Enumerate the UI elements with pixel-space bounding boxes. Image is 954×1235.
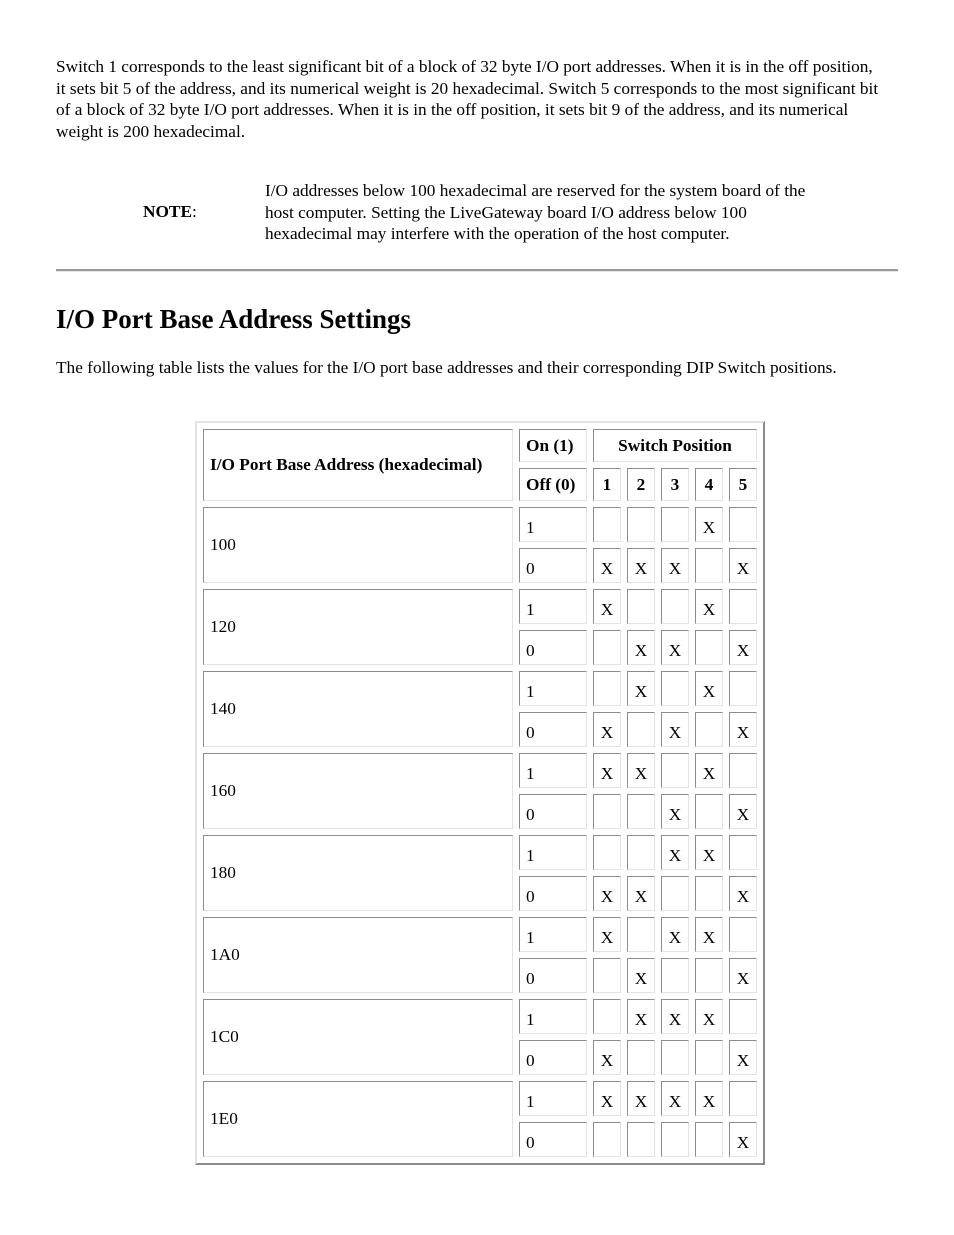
switch-3-on-cell: X: [661, 999, 689, 1034]
switch-1-off-cell: X: [593, 548, 621, 583]
switch-3-on-cell: X: [661, 917, 689, 952]
section-heading: I/O Port Base Address Settings: [56, 304, 412, 334]
table-row: [203, 917, 757, 952]
switch-2-on-cell: X: [627, 753, 655, 788]
switch-5-off-cell: X: [729, 876, 757, 911]
switch-4-off-cell: [695, 712, 723, 747]
header-address: I/O Port Base Address (hexadecimal): [203, 429, 513, 501]
table-row: [203, 589, 757, 624]
switch-2-on-cell: X: [627, 999, 655, 1034]
horizontal-rule: [56, 269, 898, 272]
note-label-colon: :: [191, 202, 197, 221]
switch-1-on-cell: X: [593, 1081, 621, 1116]
switch-1-off-cell: [593, 958, 621, 993]
switch-5-off-cell: X: [729, 1122, 757, 1157]
switch-4-off-cell: [695, 630, 723, 665]
switch-1-off-cell: X: [593, 876, 621, 911]
on-label-cell: 1: [519, 507, 587, 542]
table-body: [203, 507, 757, 1157]
off-label-cell: 0: [519, 712, 587, 747]
switch-1-off-cell: [593, 794, 621, 829]
off-label-cell: 0: [519, 876, 587, 911]
switch-4-off-cell: [695, 548, 723, 583]
switch-5-off-cell: X: [729, 958, 757, 993]
off-label-cell: 0: [519, 548, 587, 583]
table-row: [203, 999, 757, 1034]
table-row: [203, 671, 757, 706]
switch-2-off-cell: [627, 712, 655, 747]
switch-3-off-cell: X: [661, 548, 689, 583]
off-label-cell: 0: [519, 1040, 587, 1075]
note-label-text: NOTE: [143, 202, 192, 221]
note-text: I/O addresses below 100 hexadecimal are reserved for the system board of the host computer. Setting the LiveGateway board I/O address below 100 hexadecimal may interfere with the operation of the host computer.: [265, 181, 806, 243]
switch-4-off-cell: [695, 794, 723, 829]
address-cell: 1A0: [203, 917, 513, 993]
on-label-cell: 1: [519, 835, 587, 870]
table-row: [203, 753, 757, 788]
switch-2-off-cell: [627, 1040, 655, 1075]
on-label-cell: 1: [519, 753, 587, 788]
switch-3-on-cell: [661, 589, 689, 624]
header-switch-5: 5: [729, 468, 757, 501]
switch-2-on-cell: [627, 835, 655, 870]
switch-3-on-cell: X: [661, 835, 689, 870]
address-cell: 160: [203, 753, 513, 829]
address-cell: 100: [203, 507, 513, 583]
on-label-cell: 1: [519, 999, 587, 1034]
table-row: [203, 507, 757, 542]
on-label-cell: 1: [519, 589, 587, 624]
switch-4-on-cell: X: [695, 835, 723, 870]
off-label-cell: 0: [519, 1122, 587, 1157]
address-cell: 1E0: [203, 1081, 513, 1157]
switch-4-on-cell: X: [695, 999, 723, 1034]
switch-3-off-cell: [661, 1122, 689, 1157]
table-description: The following table lists the values for the I/O port base addresses and their corresponding DIP Switch positions.: [56, 358, 837, 377]
switch-5-on-cell: [729, 1081, 757, 1116]
switch-4-on-cell: X: [695, 917, 723, 952]
switch-4-on-cell: X: [695, 507, 723, 542]
switch-3-off-cell: [661, 1040, 689, 1075]
header-switch-3: 3: [661, 468, 689, 501]
io-port-address-table: [195, 421, 765, 1165]
switch-5-on-cell: [729, 671, 757, 706]
switch-5-off-cell: X: [729, 630, 757, 665]
off-label-cell: 0: [519, 958, 587, 993]
intro-paragraph: Switch 1 corresponds to the least significant bit of a block of 32 byte I/O port addresses. When it is in the off position, it sets bit 5 of the address, and its numerical weight is 20 hexadecimal. Switch 5 corresponds to the most significant bit of a block of 32 byte I/O port addresses. When it is in the off position, it sets bit 9 of the address, and its numerical weight is 200 hexadecimal.: [56, 57, 879, 141]
switch-1-on-cell: [593, 835, 621, 870]
address-cell: 140: [203, 671, 513, 747]
switch-5-off-cell: X: [729, 1040, 757, 1075]
switch-3-off-cell: [661, 876, 689, 911]
switch-2-off-cell: [627, 1122, 655, 1157]
header-switch-4: 4: [695, 468, 723, 501]
switch-2-off-cell: X: [627, 958, 655, 993]
on-label-cell: 1: [519, 1081, 587, 1116]
switch-1-off-cell: X: [593, 712, 621, 747]
switch-5-on-cell: [729, 753, 757, 788]
switch-1-off-cell: [593, 630, 621, 665]
switch-3-off-cell: [661, 958, 689, 993]
switch-1-on-cell: X: [593, 589, 621, 624]
table-header-row: [203, 429, 757, 462]
switch-4-off-cell: [695, 1122, 723, 1157]
header-off: Off (0): [519, 468, 587, 501]
switch-3-off-cell: X: [661, 712, 689, 747]
switch-2-on-cell: X: [627, 1081, 655, 1116]
switch-1-off-cell: X: [593, 1040, 621, 1075]
address-cell: 180: [203, 835, 513, 911]
switch-5-on-cell: [729, 507, 757, 542]
switch-5-on-cell: [729, 835, 757, 870]
switch-5-off-cell: X: [729, 712, 757, 747]
switch-1-on-cell: [593, 507, 621, 542]
switch-1-on-cell: X: [593, 917, 621, 952]
header-switch-2: 2: [627, 468, 655, 501]
switch-2-off-cell: X: [627, 548, 655, 583]
switch-4-on-cell: X: [695, 671, 723, 706]
switch-2-on-cell: [627, 917, 655, 952]
table-row: [203, 1081, 757, 1116]
note-label: [143, 201, 197, 223]
on-label-cell: 1: [519, 917, 587, 952]
switch-3-off-cell: X: [661, 630, 689, 665]
switch-3-off-cell: X: [661, 794, 689, 829]
switch-3-on-cell: [661, 753, 689, 788]
switch-2-off-cell: X: [627, 876, 655, 911]
switch-5-off-cell: X: [729, 548, 757, 583]
switch-4-off-cell: [695, 876, 723, 911]
off-label-cell: 0: [519, 794, 587, 829]
switch-5-on-cell: [729, 589, 757, 624]
switch-3-on-cell: [661, 507, 689, 542]
switch-3-on-cell: [661, 671, 689, 706]
switch-4-off-cell: [695, 958, 723, 993]
switch-3-on-cell: X: [661, 1081, 689, 1116]
switch-2-on-cell: [627, 507, 655, 542]
off-label-cell: 0: [519, 630, 587, 665]
switch-2-on-cell: [627, 589, 655, 624]
switch-2-off-cell: [627, 794, 655, 829]
switch-5-on-cell: [729, 917, 757, 952]
address-cell: 120: [203, 589, 513, 665]
header-switch-1: 1: [593, 468, 621, 501]
switch-5-on-cell: [729, 999, 757, 1034]
switch-5-off-cell: X: [729, 794, 757, 829]
switch-4-off-cell: [695, 1040, 723, 1075]
address-cell: 1C0: [203, 999, 513, 1075]
switch-4-on-cell: X: [695, 589, 723, 624]
switch-2-on-cell: X: [627, 671, 655, 706]
switch-1-on-cell: [593, 671, 621, 706]
switch-1-off-cell: [593, 1122, 621, 1157]
switch-1-on-cell: [593, 999, 621, 1034]
header-switch-position: Switch Position: [593, 429, 757, 462]
switch-2-off-cell: X: [627, 630, 655, 665]
switch-4-on-cell: X: [695, 1081, 723, 1116]
header-on: On (1): [519, 429, 587, 462]
switch-1-on-cell: X: [593, 753, 621, 788]
table-row: [203, 835, 757, 870]
on-label-cell: 1: [519, 671, 587, 706]
switch-4-on-cell: X: [695, 753, 723, 788]
